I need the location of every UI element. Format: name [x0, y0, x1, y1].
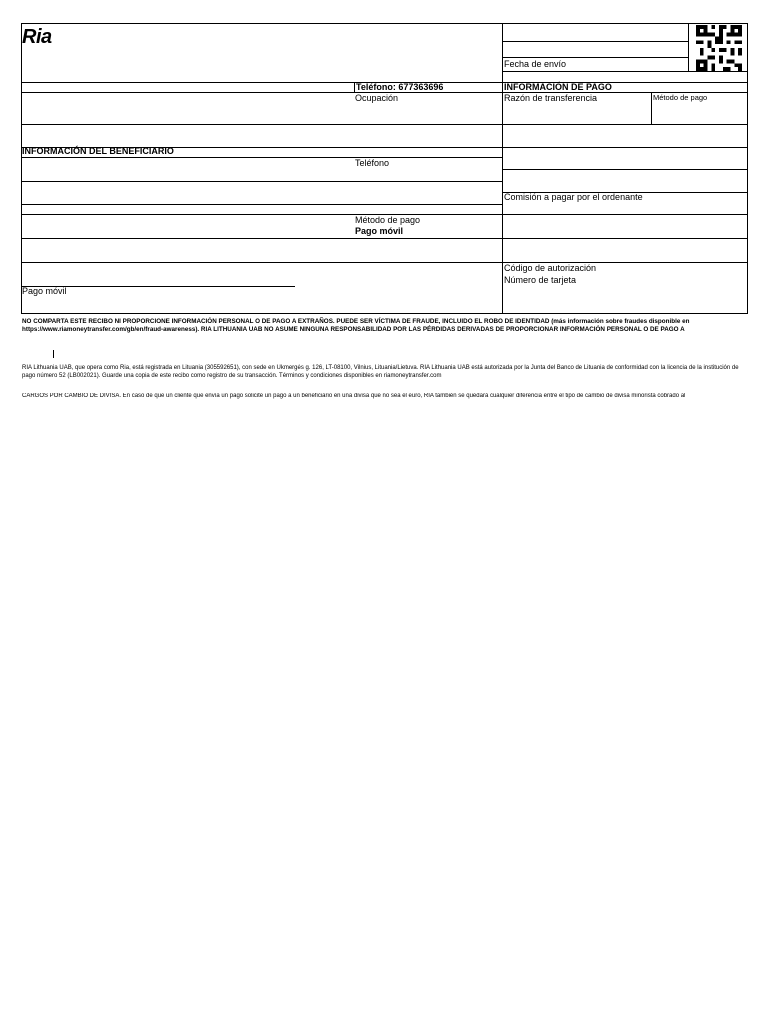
- beneficiary-telefono-label: Teléfono: [355, 158, 390, 168]
- razon-transferencia-label: Razón de transferencia: [504, 93, 598, 103]
- beneficiary-metodo-label: Método de pago: [355, 215, 421, 225]
- company-disclaimer: RIA Lithuania UAB, que opera como Ria, está registrada en Lituania (305592651), con sede en Ukmergės g. 126, LT-08100, Vilnius, Lituania/Lietuva. RIA Lithuania UAB está autorizada por la Junta del Banco de Lituania de conformidad con la licencia de la institución de pago número 52 (LB002021). Guarde una copia de este recibo como registro de su transacción. Términos y condiciones disponibles en riamoneytransfer.com: [22, 365, 739, 379]
- ocupacion-label: Ocupación: [355, 93, 399, 103]
- beneficiary-metodo-value: Pago móvil: [355, 226, 404, 236]
- sender-telefono-label: Teléfono: 677363696: [356, 82, 444, 92]
- codigo-autorizacion-label: Código de autorización: [504, 263, 597, 273]
- signature-caption: Pago móvil: [22, 286, 67, 296]
- payment-section-title: INFORMACIÓN DE PAGO: [504, 82, 612, 92]
- qr-code-icon: [695, 25, 743, 71]
- fraud-warning: NO COMPARTA ESTE RECIBO NI PROPORCIONE INFORMACIÓN PERSONAL O DE PAGO A EXTRAÑOS. PUEDE SER VÍCTIMA DE FRAUDE, INCLUIDO EL ROBO DE IDENTIDAD (más información sobre fraudes disponible en https://www.riamoneytransfer.com/gb/en/fraud-awareness). RIA LITHUANIA UAB NO ASUME NINGUNA RESPONSABILIDAD POR LAS PÉRDIDAS DERIVADAS DE PROPORCIONAR INFORMACIÓN PERSONAL O DE PAGO A: [22, 318, 690, 333]
- comision-label: Comisión a pagar por el ordenante: [504, 192, 643, 202]
- numero-tarjeta-label: Número de tarjeta: [504, 275, 577, 285]
- fx-charges-notice: CARGOS POR CAMBIO DE DIVISA. En caso de que un cliente que envía un pago solicite un pago a un beneficiario en una divisa que no sea el euro, RIA también se quedará cualquier diferencia entre el tipo de cambio de divisa minorista cobrado al: [22, 393, 686, 399]
- text-cursor-mark: [53, 350, 54, 358]
- payment-metodo-label: Método de pago: [653, 93, 708, 102]
- ria-logo: Ria: [22, 26, 52, 48]
- fecha-envio-label: Fecha de envío: [504, 59, 567, 69]
- beneficiary-section-title: INFORMACIÓN DEL BENEFICIARIO: [22, 146, 174, 156]
